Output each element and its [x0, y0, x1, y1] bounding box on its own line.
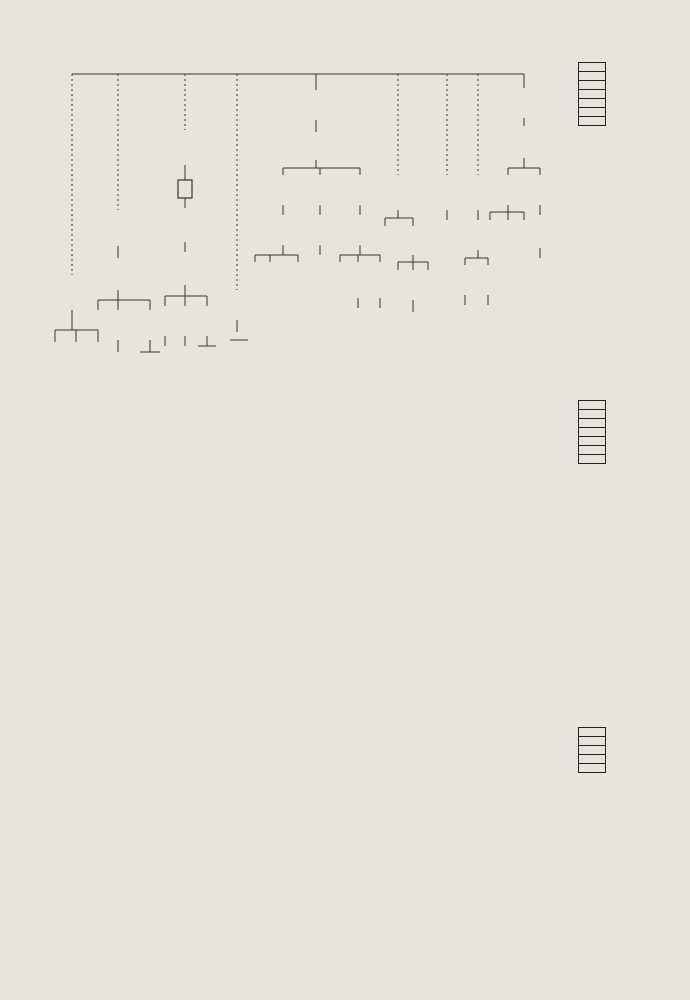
gen-label	[579, 410, 605, 419]
gen-label	[579, 90, 605, 99]
gen-label	[579, 764, 605, 772]
gen-label	[579, 746, 605, 755]
gen-label	[579, 446, 605, 455]
gen-label	[579, 437, 605, 446]
gen-label	[579, 63, 605, 72]
gen-label	[579, 108, 605, 117]
gen-label	[579, 401, 605, 410]
gen-label	[579, 428, 605, 437]
generation-box-3	[578, 727, 606, 773]
gen-label	[579, 737, 605, 746]
gen-label	[579, 755, 605, 764]
generation-box-2	[578, 400, 606, 464]
gen-label	[579, 72, 605, 81]
gen-label	[579, 728, 605, 737]
gen-label	[579, 419, 605, 428]
generation-box-1	[578, 62, 606, 126]
gen-label	[579, 99, 605, 108]
gen-label	[579, 81, 605, 90]
gen-label	[579, 455, 605, 463]
gen-label	[579, 117, 605, 125]
